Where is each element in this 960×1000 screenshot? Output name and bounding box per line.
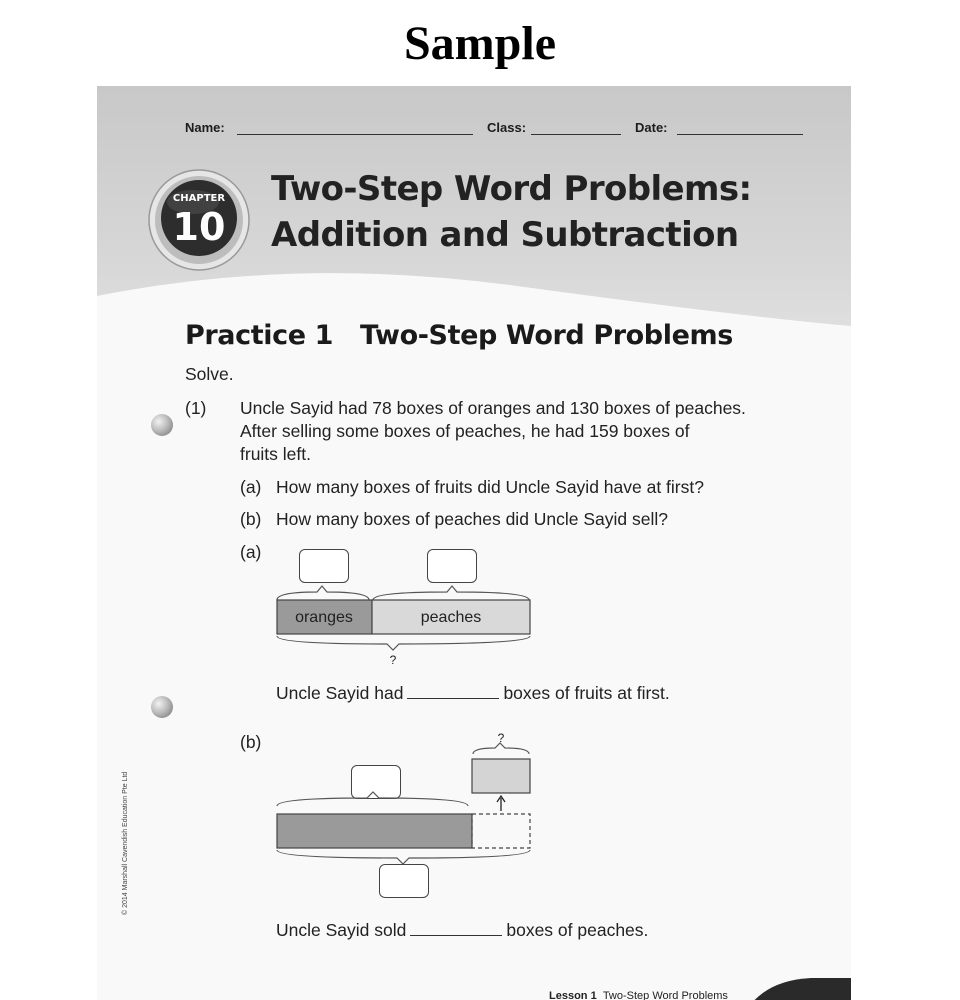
- practice-title: Practice 1 Two-Step Word Problems: [185, 320, 733, 351]
- answer-b-blank[interactable]: [410, 935, 502, 936]
- answer-a-sentence: [276, 683, 670, 704]
- remaining-top-brace: [277, 792, 468, 806]
- worksheet-page: [97, 86, 851, 1000]
- answer-a-blank[interactable]: [407, 698, 499, 699]
- total-bottom-brace: [277, 636, 530, 650]
- model-b-label: (b): [240, 732, 262, 752]
- footer: [549, 990, 728, 1000]
- sold-question-mark: ?: [497, 731, 505, 745]
- copyright-notice: © 2014 Marshall Cavendish Education Pte Ltd: [122, 771, 129, 915]
- class-label: Class:: [487, 120, 527, 135]
- part-a-question: How many boxes of fruits did Uncle Sayid have at first?: [276, 477, 704, 497]
- problem-stem-line1: Uncle Sayid had 78 boxes of oranges and 130 boxes of peaches.: [240, 398, 746, 418]
- part-b-label: (b): [240, 509, 262, 529]
- date-field[interactable]: [677, 134, 803, 135]
- instruction: Solve.: [185, 364, 234, 384]
- bar-model-a: [267, 580, 547, 670]
- class-field[interactable]: [531, 134, 621, 135]
- oranges-top-brace: [277, 586, 369, 600]
- part-b-question: How many boxes of peaches did Uncle Sayid sell?: [276, 509, 669, 529]
- oranges-answer-box[interactable]: [299, 549, 349, 583]
- peaches-bar-label: peaches: [420, 609, 482, 626]
- part-a-label: (a): [240, 477, 262, 497]
- remaining-bar: [277, 814, 472, 848]
- binder-hole-bottom: [151, 696, 173, 718]
- chapter-badge: [147, 168, 251, 272]
- sold-dashed-bar: [472, 814, 530, 848]
- sold-top-brace: [473, 743, 529, 754]
- peaches-top-brace: [373, 586, 529, 600]
- total-b-bottom-brace: [277, 850, 530, 864]
- chapter-number: 10: [172, 205, 226, 249]
- answer-b-suffix: boxes of peaches.: [506, 920, 649, 940]
- chapter-title: [271, 166, 831, 258]
- problem-stem-line3: fruits left.: [240, 444, 311, 464]
- model-a-label: (a): [240, 542, 262, 562]
- chapter-title-line2: Addition and Subtraction: [271, 215, 739, 255]
- page-corner-tab: [751, 974, 851, 1000]
- peaches-answer-box[interactable]: [427, 549, 477, 583]
- name-field[interactable]: [237, 134, 473, 135]
- sold-bar: [472, 759, 530, 793]
- problem-stem-line2: After selling some boxes of peaches, he had 159 boxes of: [240, 421, 690, 441]
- name-label: Name:: [185, 120, 225, 135]
- answer-b-sentence: [276, 920, 648, 941]
- total-question-mark: ?: [389, 653, 397, 667]
- lesson-title: Two-Step Word Problems: [602, 990, 728, 1000]
- lesson-label: Lesson 1: [549, 990, 597, 1000]
- answer-a-prefix: Uncle Sayid had: [276, 683, 404, 703]
- answer-b-prefix: Uncle Sayid sold: [276, 920, 407, 940]
- bar-model-b: [267, 726, 547, 876]
- answer-a-suffix: boxes of fruits at first.: [503, 683, 670, 703]
- oranges-bar-label: oranges: [295, 609, 353, 626]
- chapter-title-line1: Two-Step Word Problems:: [271, 169, 752, 209]
- sample-label: Sample: [403, 17, 556, 70]
- chapter-word: CHAPTER: [172, 193, 226, 204]
- binder-hole-top: [151, 414, 173, 436]
- date-label: Date:: [635, 120, 668, 135]
- problem-number: (1): [185, 398, 207, 418]
